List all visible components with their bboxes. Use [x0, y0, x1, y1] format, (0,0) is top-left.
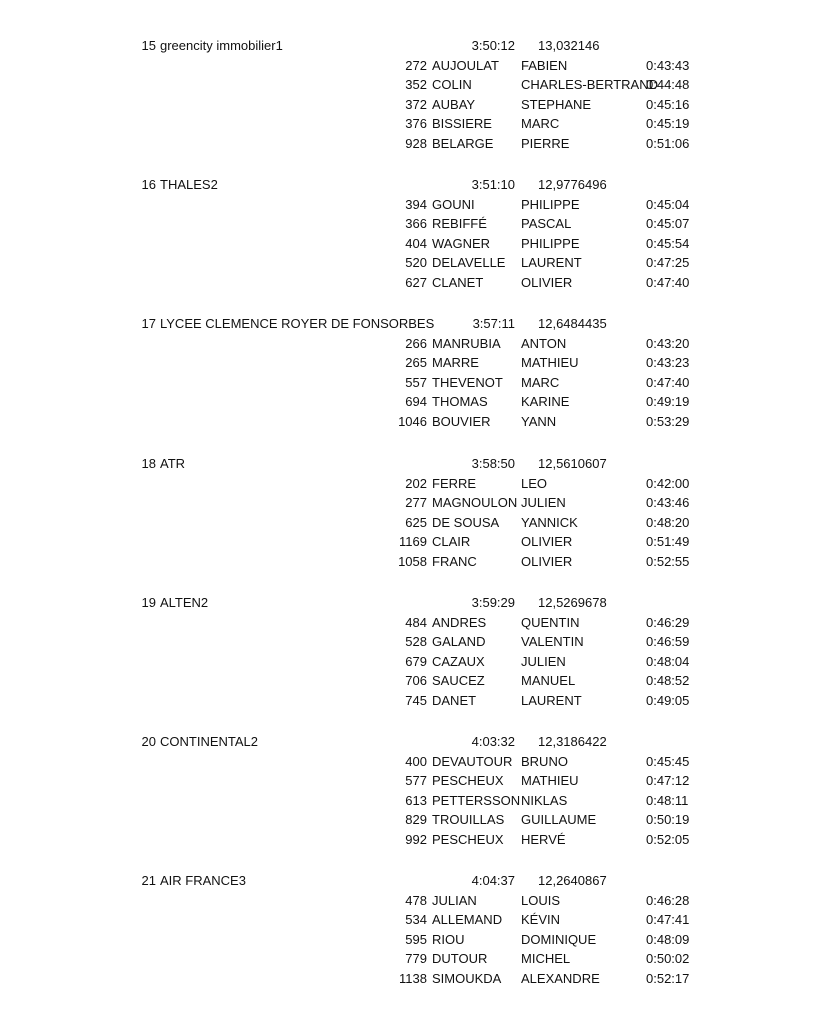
runner-time: 0:53:29 [646, 414, 690, 430]
runner-bib-number: 627 [405, 275, 427, 291]
runner-bib-number: 595 [405, 932, 427, 948]
runner-first-name: ALEXANDRE [521, 971, 600, 987]
team-rank: 20 [141, 734, 156, 749]
runner-bib-number: 202 [405, 475, 427, 491]
runner-bib-number: 1138 [399, 971, 427, 987]
runner-last-name: BOUVIER [432, 414, 491, 430]
runner-time: 0:51:06 [646, 136, 690, 151]
team-average-speed: 13,032146 [538, 38, 600, 53]
team-name: LYCEE CLEMENCE ROYER DE FONSORBES [160, 316, 435, 332]
runner-bib-number: 679 [405, 653, 427, 669]
runner-bib-number: 272 [405, 58, 427, 73]
team-name: ATR [160, 455, 186, 471]
runner-last-name: DEVAUTOUR [432, 754, 513, 769]
team-total-time: 4:04:37 [471, 873, 515, 889]
team-average-speed: 12,6484435 [538, 316, 607, 332]
runner-bib-number: 352 [405, 77, 427, 92]
runner-last-name: THOMAS [432, 394, 488, 410]
runner-bib-number: 266 [405, 336, 427, 352]
runner-time: 0:47:25 [646, 255, 690, 271]
runner-bib-number: 534 [405, 912, 427, 928]
team-block [0, 316, 815, 444]
runner-row [0, 812, 815, 828]
team-total-time: 4:03:32 [471, 734, 515, 749]
team-average-speed: 12,3186422 [538, 734, 607, 749]
team-total-time: 3:50:12 [471, 38, 515, 53]
runner-time: 0:46:59 [646, 633, 690, 649]
runner-bib-number: 277 [405, 494, 427, 510]
runner-first-name: JULIEN [521, 494, 566, 510]
team-rank: 15 [141, 38, 156, 53]
runner-last-name: CLANET [432, 275, 484, 291]
runner-time: 0:51:49 [646, 533, 690, 549]
runner-time: 0:45:19 [646, 116, 690, 131]
runner-row [0, 136, 815, 152]
team-block [0, 177, 815, 305]
runner-last-name: RIOU [432, 932, 465, 948]
runner-bib-number: 613 [405, 793, 427, 808]
team-rank: 16 [141, 177, 156, 193]
runner-row [0, 336, 815, 352]
runner-time: 0:48:09 [646, 932, 690, 948]
team-total-time: 3:58:50 [471, 455, 515, 471]
runner-first-name: JULIEN [521, 653, 566, 669]
runner-time: 0:45:54 [646, 236, 690, 252]
runner-first-name: PASCAL [521, 216, 572, 232]
runner-last-name: REBIFFÉ [432, 216, 487, 232]
runner-first-name: MATHIEU [521, 773, 579, 788]
runner-first-name: MICHEL [521, 951, 571, 967]
runner-row [0, 58, 815, 74]
runner-row [0, 634, 815, 650]
runner-row [0, 615, 815, 631]
runner-last-name: AUJOULAT [432, 58, 499, 73]
runner-time: 0:50:19 [646, 812, 690, 827]
runner-bib-number: 577 [405, 773, 427, 788]
runner-bib-number: 372 [405, 97, 427, 112]
runner-row [0, 534, 815, 550]
runner-first-name: QUENTIN [521, 614, 580, 630]
runner-time: 0:48:20 [646, 514, 690, 530]
runner-row [0, 476, 815, 492]
team-header-row [0, 38, 815, 54]
runner-first-name: LEO [521, 475, 548, 491]
runner-time: 0:48:11 [646, 793, 689, 808]
runner-last-name: DANET [432, 692, 477, 708]
team-header-row [0, 734, 815, 750]
runner-first-name: STEPHANE [521, 97, 592, 112]
runner-first-name: VALENTIN [521, 633, 584, 649]
runner-last-name: JULIAN [432, 893, 477, 909]
runner-first-name: YANNICK [521, 514, 578, 530]
runner-last-name: GALAND [432, 633, 486, 649]
runner-first-name: ANTON [521, 336, 567, 352]
runner-time: 0:48:52 [646, 672, 690, 688]
team-total-time: 3:59:29 [471, 594, 515, 610]
runner-first-name: MARC [521, 116, 560, 131]
runner-time: 0:44:48 [646, 77, 690, 92]
team-name: CONTINENTAL2 [160, 734, 258, 749]
runner-bib-number: 625 [405, 514, 427, 530]
runner-time: 0:48:04 [646, 653, 690, 669]
runner-first-name: HERVÉ [521, 832, 566, 847]
team-rank: 21 [141, 873, 156, 889]
runner-row [0, 754, 815, 770]
runner-first-name: BRUNO [521, 754, 568, 769]
runner-row [0, 654, 815, 670]
runner-last-name: BISSIERE [432, 116, 492, 131]
runner-last-name: PESCHEUX [432, 773, 504, 788]
runner-bib-number: 520 [405, 255, 427, 271]
runner-last-name: PESCHEUX [432, 832, 504, 847]
runner-first-name: KÉVIN [521, 912, 561, 928]
runner-time: 0:42:00 [646, 475, 690, 491]
runner-first-name: DOMINIQUE [521, 932, 597, 948]
runner-row [0, 832, 815, 848]
team-header-row [0, 595, 815, 611]
runner-bib-number: 779 [405, 951, 427, 967]
runner-first-name: LAURENT [521, 255, 582, 271]
runner-row [0, 77, 815, 93]
runner-row [0, 773, 815, 789]
runner-first-name: OLIVIER [521, 553, 573, 569]
team-name: THALES2 [160, 177, 218, 193]
runner-first-name: PHILIPPE [521, 236, 580, 252]
runner-first-name: MANUEL [521, 672, 576, 688]
runner-time: 0:43:46 [646, 494, 690, 510]
team-rank: 17 [141, 316, 156, 332]
runner-bib-number: 404 [405, 236, 427, 252]
runner-row [0, 515, 815, 531]
runner-bib-number: 366 [405, 216, 427, 232]
team-block [0, 456, 815, 584]
runner-first-name: PHILIPPE [521, 197, 580, 213]
runner-last-name: MAGNOULON [432, 494, 518, 510]
runner-first-name: MATHIEU [521, 355, 579, 371]
runner-last-name: DUTOUR [432, 951, 488, 967]
runner-first-name: CHARLES-BERTRAND [521, 77, 659, 92]
runner-bib-number: 394 [405, 197, 427, 213]
team-average-speed: 12,5610607 [538, 455, 607, 471]
runner-bib-number: 992 [405, 832, 427, 847]
team-block [0, 873, 815, 1001]
runner-last-name: ANDRES [432, 614, 487, 630]
team-header-row [0, 177, 815, 193]
runner-time: 0:46:28 [646, 893, 690, 909]
runner-time: 0:50:02 [646, 951, 690, 967]
runner-last-name: TROUILLAS [432, 812, 505, 827]
team-block [0, 595, 815, 723]
runner-row [0, 893, 815, 909]
runner-row [0, 116, 815, 132]
runner-row [0, 197, 815, 213]
team-total-time: 3:51:10 [471, 177, 515, 193]
runner-bib-number: 400 [405, 754, 427, 769]
team-name: AIR FRANCE3 [160, 873, 246, 889]
runner-last-name: MARRE [432, 355, 479, 371]
runner-bib-number: 745 [405, 692, 427, 708]
runner-row [0, 912, 815, 928]
team-name: greencity immobilier1 [160, 38, 283, 53]
runner-bib-number: 1058 [398, 553, 427, 569]
runner-row [0, 275, 815, 291]
runner-row [0, 97, 815, 113]
runner-row [0, 394, 815, 410]
team-rank: 18 [141, 455, 156, 471]
team-header-row [0, 873, 815, 889]
team-block [0, 734, 815, 862]
team-average-speed: 12,5269678 [538, 594, 607, 610]
runner-time: 0:47:40 [646, 375, 690, 391]
runner-bib-number: 478 [405, 893, 427, 909]
runner-time: 0:47:12 [646, 773, 690, 788]
runner-last-name: SAUCEZ [432, 672, 485, 688]
runner-time: 0:45:07 [646, 216, 690, 232]
runner-last-name: FRANC [432, 553, 477, 569]
runner-first-name: YANN [521, 414, 557, 430]
runner-bib-number: 1046 [398, 414, 427, 430]
runner-first-name: PIERRE [521, 136, 570, 151]
runner-row [0, 693, 815, 709]
team-total-time: 3:57:11 [472, 316, 515, 332]
runner-first-name: GUILLAUME [521, 812, 597, 827]
runner-row [0, 355, 815, 371]
runner-row [0, 951, 815, 967]
runner-bib-number: 484 [405, 614, 427, 630]
runner-last-name: MANRUBIA [432, 336, 501, 352]
runner-row [0, 673, 815, 689]
runner-time: 0:46:29 [646, 614, 690, 630]
runner-bib-number: 376 [405, 116, 427, 131]
runner-last-name: THEVENOT [432, 375, 503, 391]
runner-bib-number: 265 [405, 355, 427, 371]
runner-last-name: DE SOUSA [432, 514, 500, 530]
runner-first-name: KARINE [521, 394, 570, 410]
runner-last-name: AUBAY [432, 97, 476, 112]
runner-row [0, 255, 815, 271]
team-block [0, 38, 815, 166]
runner-time: 0:45:16 [646, 97, 690, 112]
runner-time: 0:47:40 [646, 275, 690, 291]
runner-row [0, 793, 815, 809]
runner-bib-number: 557 [405, 375, 427, 391]
runner-time: 0:45:45 [646, 754, 690, 769]
runner-time: 0:49:05 [646, 692, 690, 708]
runner-time: 0:43:43 [646, 58, 690, 73]
runner-time: 0:47:41 [646, 912, 690, 928]
runner-first-name: NIKLAS [521, 793, 568, 808]
runner-bib-number: 1169 [399, 533, 427, 549]
runner-row [0, 236, 815, 252]
runner-first-name: OLIVIER [521, 533, 573, 549]
runner-time: 0:52:05 [646, 832, 690, 847]
runner-time: 0:45:04 [646, 197, 690, 213]
runner-row [0, 554, 815, 570]
runner-last-name: BELARGE [432, 136, 494, 151]
runner-bib-number: 829 [405, 812, 427, 827]
runner-first-name: OLIVIER [521, 275, 573, 291]
runner-first-name: MARC [521, 375, 560, 391]
runner-last-name: DELAVELLE [432, 255, 506, 271]
team-header-row [0, 316, 815, 332]
team-average-speed: 12,9776496 [538, 177, 607, 193]
runner-row [0, 932, 815, 948]
runner-last-name: SIMOUKDA [432, 971, 502, 987]
runner-last-name: COLIN [432, 77, 472, 92]
runner-row [0, 216, 815, 232]
runner-row [0, 375, 815, 391]
runner-first-name: LAURENT [521, 692, 582, 708]
runner-last-name: ALLEMAND [432, 912, 503, 928]
runner-last-name: CLAIR [432, 533, 471, 549]
runner-bib-number: 928 [405, 136, 427, 151]
runner-first-name: FABIEN [521, 58, 568, 73]
runner-last-name: CAZAUX [432, 653, 485, 669]
runner-time: 0:43:20 [646, 336, 690, 352]
runner-time: 0:49:19 [646, 394, 690, 410]
runner-row [0, 495, 815, 511]
team-name: ALTEN2 [160, 594, 209, 610]
runner-last-name: WAGNER [432, 236, 491, 252]
runner-first-name: LOUIS [521, 893, 561, 909]
runner-bib-number: 694 [405, 394, 427, 410]
runner-row [0, 414, 815, 430]
runner-bib-number: 706 [405, 672, 427, 688]
team-rank: 19 [141, 594, 156, 610]
runner-time: 0:52:17 [646, 971, 690, 987]
team-average-speed: 12,2640867 [538, 873, 607, 889]
runner-last-name: FERRE [432, 475, 477, 491]
runner-last-name: GOUNI [432, 197, 475, 213]
runner-time: 0:52:55 [646, 553, 690, 569]
runner-last-name: PETTERSSON [432, 793, 521, 808]
runner-time: 0:43:23 [646, 355, 690, 371]
team-header-row [0, 456, 815, 472]
runner-row [0, 971, 815, 987]
runner-bib-number: 528 [405, 633, 427, 649]
